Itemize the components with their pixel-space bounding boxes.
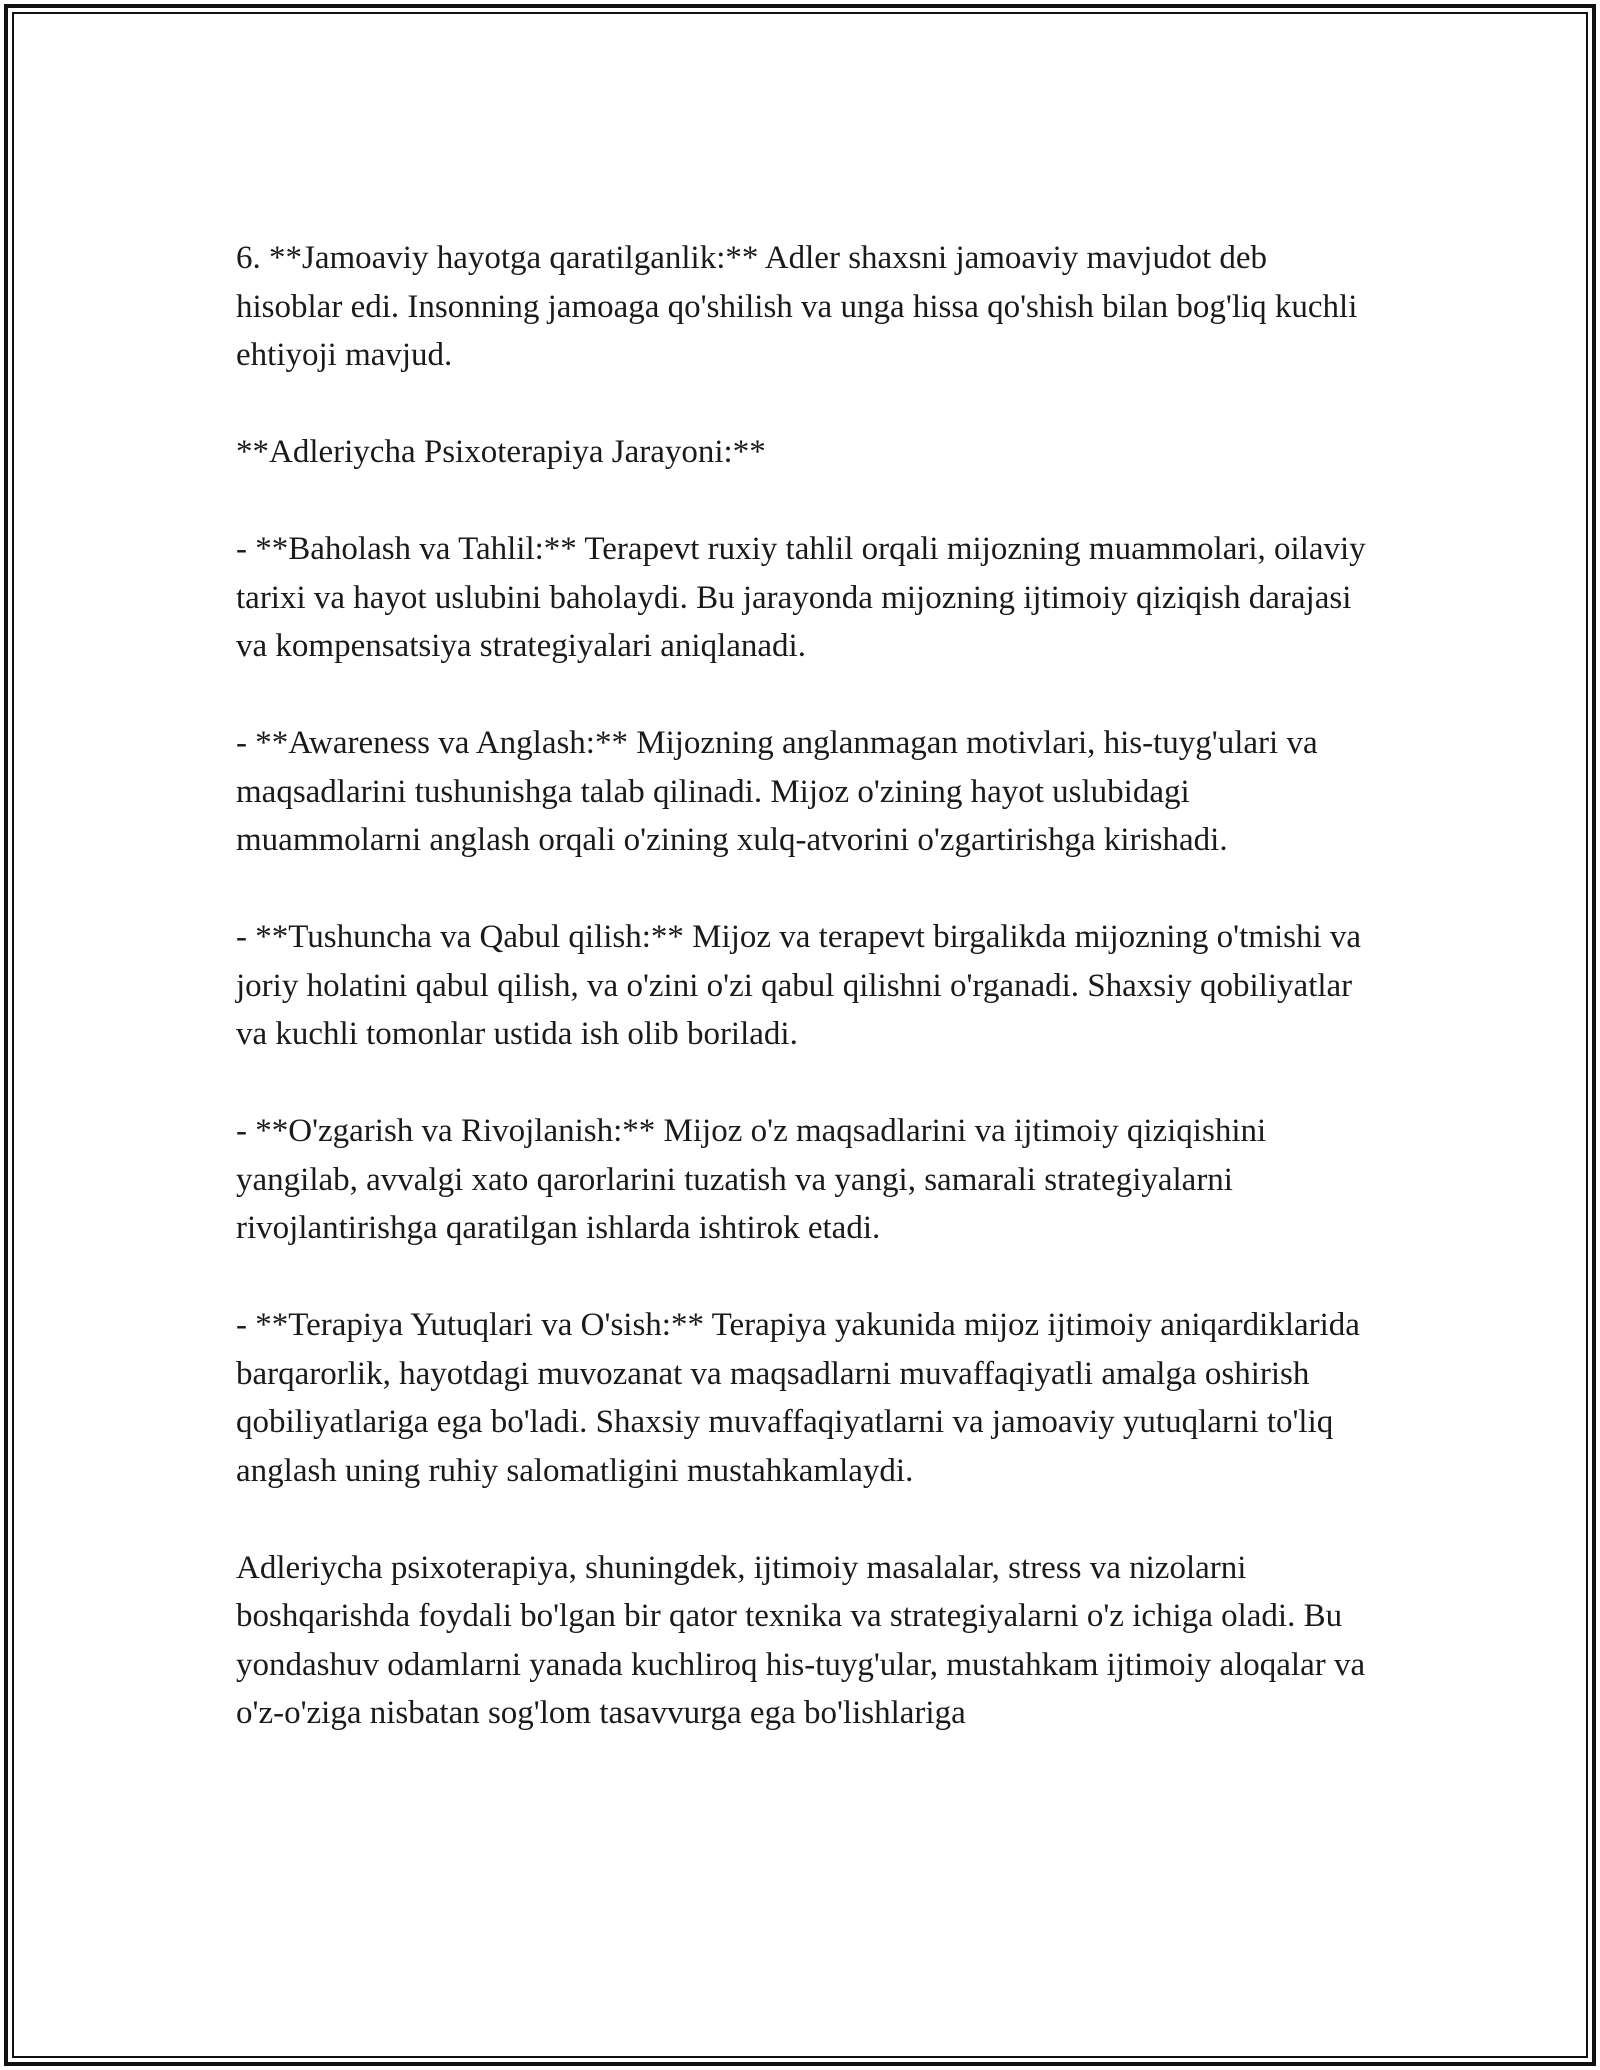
list-item-change: - **O'zgarish va Rivojlanish:** Mijoz o'z maqsadlarini va ijtimoiy qiziqishini yangilab, avvalgi xato qarorlarini tuzatish va yangi, samarali strategiyalarni rivojlantirishga qaratilgan ishlarda ishtirok etadi. — [236, 1113, 1267, 1246]
list-item-assessment: - **Baholash va Tahlil:** Terapevt ruxiy tahlil orqali mijozning muammolari, oilaviy tarixi va hayot uslubini baholaydi. Bu jarayonda mijozning ijtimoiy qiziqish darajasi va kompensatsiya strategiyalari aniqlanadi. — [236, 531, 1366, 664]
paragraph-conclusion: Adleriycha psixoterapiya, shuningdek, ijtimoiy masalalar, stress va nizolarni boshqarishda foydali bo'lgan bir qator texnika va strategiyalarni o'z ichiga oladi. Bu yondashuv odamlarni yanada kuchliroq his-tuyg'ular, mustahkam ijtimoiy aloqalar va o'z-o'ziga nisbatan sog'lom tasavvurga ega bo'lishlariga — [236, 1549, 1366, 1731]
paragraph-community-orientation: 6. **Jamoaviy hayotga qaratilganlik:** Adler shaxsni jamoaviy mavjudot deb hisoblar edi. Insonning jamoaga qo'shilish va unga hissa qo'shish bilan bog'liq kuchli ehtiyoji mavjud. — [236, 240, 1358, 373]
list-item-awareness: - **Awareness va Anglash:** Mijozning anglanmagan motivlari, his-tuyg'ulari va maqsadlarini tushunishga talab qilinadi. Mijoz o'zining hayot uslubidagi muammolarni anglash orqali o'zining xulq-atvorini o'zgartirishga kirishadi. — [236, 725, 1318, 858]
list-item-outcomes: - **Terapiya Yutuqlari va O'sish:** Terapiya yakunida mijoz ijtimoiy aniqardiklarida barqarorlik, hayotdagi muvozanat va maqsadlarni muvaffaqiyatli amalga oshirish qobiliyatlariga ega bo'ladi. Shaxsiy muvaffaqiyatlarni va jamoaviy yutuqlarni to'liq anglash uning ruhiy salomatligini mustahkamlaydi. — [236, 1307, 1360, 1489]
list-item-acceptance: - **Tushuncha va Qabul qilish:** Mijoz va terapevt birgalikda mijozning o'tmishi va joriy holatini qabul qilish, va o'zini o'zi qabul qilishni o'rganadi. Shaxsiy qobiliyatlar va kuchli tomonlar ustida ish olib boriladi. — [236, 919, 1362, 1052]
section-heading-process: **Adleriycha Psixoterapiya Jarayoni:** — [236, 434, 766, 470]
document-body — [236, 234, 1366, 1738]
